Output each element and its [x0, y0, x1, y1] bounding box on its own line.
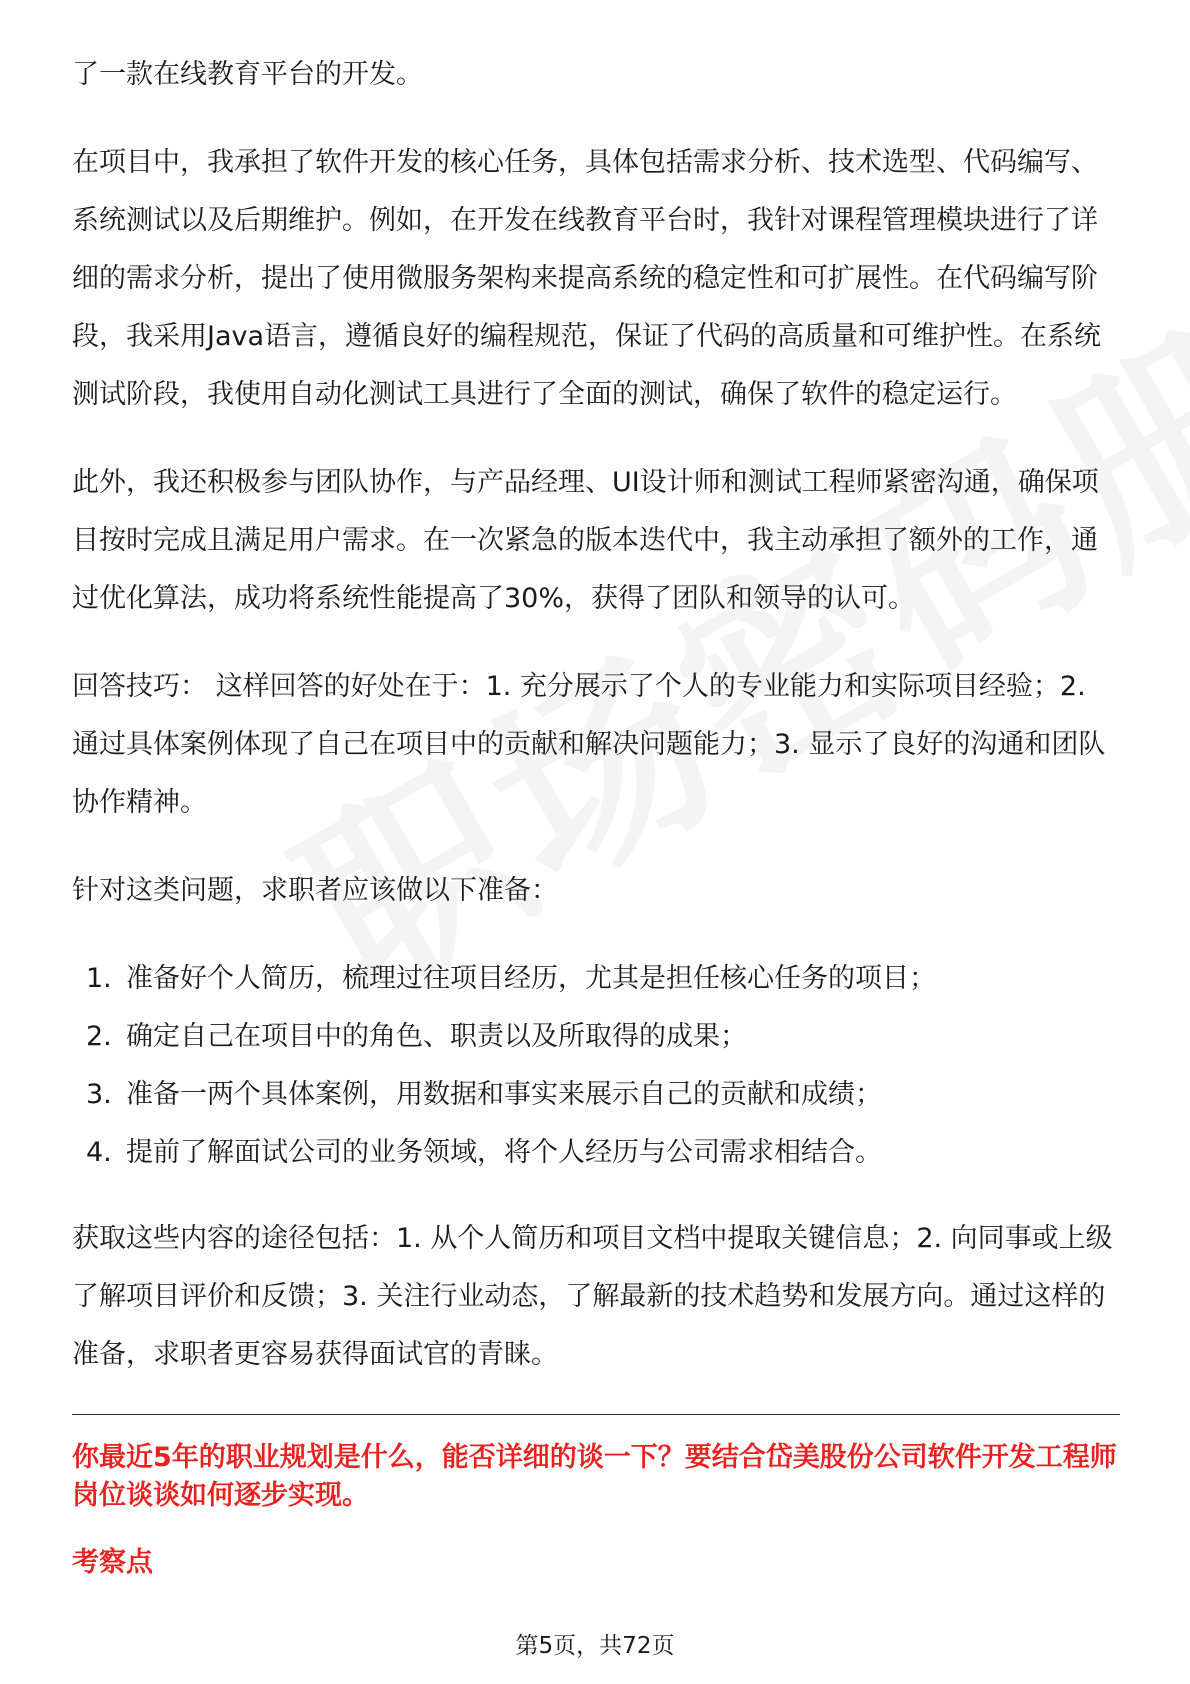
paragraph-project-role: 在项目中，我承担了软件开发的核心任务，具体包括需求分析、技术选型、代码编写、系统测试以及后期维护。例如，在开发在线教育平台时，我针对课程管理模块进行了详细的需求分析，提出了使用微服务架构来提高系统的稳定性和可扩展性。在代码编写阶段，我采用Java语言，遵循良好的编程规范，保证了代码的高质量和可维护性。在系统测试阶段，我使用自动化测试工具进行了全面的测试，确保了软件的稳定运行。	[72, 147, 1102, 410]
list-item-number: 2.	[86, 1021, 112, 1052]
list-item-number: 1.	[86, 963, 112, 994]
paragraph-sources: 获取这些内容的途径包括：1. 从个人简历和项目文档中提取关键信息；2. 向同事或上级了解项目评价和反馈；3. 关注行业动态，了解最新的技术趋势和发展方向。通过这样的准备，求职者更容易获得面试官的青睐。	[72, 1223, 1113, 1370]
section-label: 考察点	[72, 1547, 153, 1578]
page-content	[72, 46, 1120, 1583]
paragraph-preparation-intro: 针对这类问题，求职者应该做以下准备：	[72, 875, 558, 906]
list-item-number: 4.	[86, 1137, 112, 1168]
paragraph-team-collaboration: 此外，我还积极参与团队协作，与产品经理、UI设计师和测试工程师紧密沟通，确保项目按时完成且满足用户需求。在一次紧急的版本迭代中，我主动承担了额外的工作，通过优化算法，成功将系统性能提高了30%，获得了团队和领导的认可。	[72, 467, 1099, 614]
paragraph-answer-tips: 回答技巧： 这样回答的好处在于：1. 充分展示了个人的专业能力和实际项目经验；2. 通过具体案例体现了自己在项目中的贡献和解决问题能力；3. 显示了良好的沟通和团队协作精神。	[72, 671, 1106, 818]
list-item-text: 提前了解面试公司的业务领域，将个人经历与公司需求相结合。	[126, 1137, 882, 1168]
list-item-number: 3.	[86, 1079, 112, 1110]
paragraph-continuation: 了一款在线教育平台的开发。	[72, 59, 423, 90]
list-item-text: 准备好个人简历，梳理过往项目经历，尤其是担任核心任务的项目；	[126, 963, 936, 994]
list-item	[72, 950, 1120, 1008]
list-item	[72, 1124, 1120, 1182]
page-footer: 第5页，共72页	[515, 1633, 675, 1659]
list-item-text: 准备一两个具体案例，用数据和事实来展示自己的贡献和成绩；	[126, 1079, 882, 1110]
section-divider	[72, 1414, 1120, 1415]
preparation-list	[72, 950, 1120, 1182]
question-heading: 你最近5年的职业规划是什么，能否详细的谈一下？要结合岱美股份公司软件开发工程师岗位谈谈如何逐步实现。	[72, 1442, 1117, 1511]
list-item	[72, 1008, 1120, 1066]
list-item	[72, 1066, 1120, 1124]
list-item-text: 确定自己在项目中的角色、职责以及所取得的成果；	[126, 1021, 747, 1052]
